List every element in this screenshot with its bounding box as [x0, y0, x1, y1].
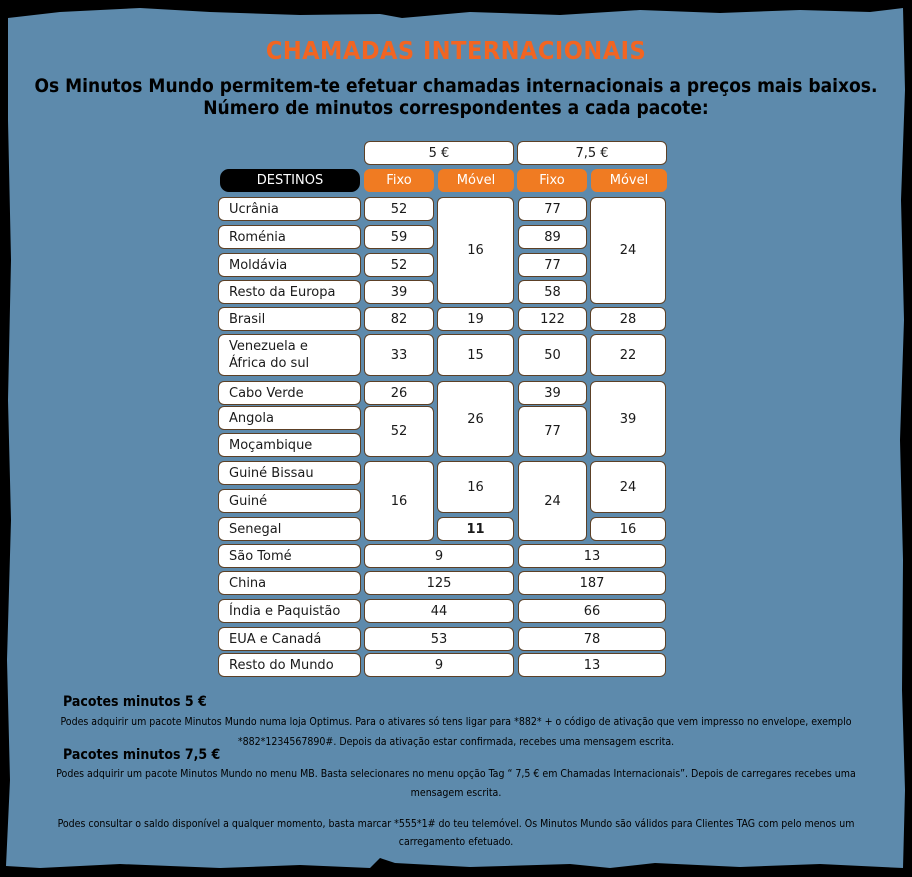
package-5-heading: Pacotes minutos 5 €: [63, 694, 207, 710]
value-cell: 13: [518, 653, 666, 677]
value-cell: 89: [518, 225, 587, 249]
value-cell: 59: [364, 225, 434, 249]
package-5-header: 5 €: [364, 141, 514, 165]
destination-romenia: Roménia: [218, 225, 361, 249]
value-cell: 28: [590, 307, 666, 331]
package-7-5-header: 7,5 €: [517, 141, 667, 165]
value-cell: 24: [518, 461, 587, 541]
value-cell: 9: [364, 653, 514, 677]
destination-angola: Angola: [218, 406, 361, 430]
value-cell: 26: [437, 381, 514, 457]
package-7-5-text-line1: Podes adquirir um pacote Minutos Mundo no menu MB. Basta selecionares no menu opção Tag “ 7,5 € em Chamadas Internacionais”. Depois de carregares recebes uma: [56, 768, 856, 780]
destination-resto-mundo: Resto do Mundo: [218, 653, 361, 677]
balance-info-line1: Podes consultar o saldo disponível a qualquer momento, basta marcar *555*1# do teu telemóvel. Os Minutos Mundo são válidos para Clientes TAG com pelo menos um: [57, 818, 855, 830]
value-cell: 53: [364, 627, 514, 651]
value-cell: 66: [518, 599, 666, 623]
value-cell: 33: [364, 334, 434, 376]
value-cell: 44: [364, 599, 514, 623]
destination-venezuela-africa-sul: Venezuela e África do sul: [218, 334, 361, 376]
destination-guine-bissau: Guiné Bissau: [218, 461, 361, 485]
value-cell: 58: [518, 280, 587, 304]
value-cell: 24: [590, 197, 666, 304]
value-cell: 52: [364, 197, 434, 221]
destination-brasil: Brasil: [218, 307, 361, 331]
value-cell: 77: [518, 406, 587, 457]
value-cell: 11: [437, 517, 514, 541]
destination-moldavia: Moldávia: [218, 253, 361, 277]
destination-senegal: Senegal: [218, 517, 361, 541]
destination-mocambique: Moçambique: [218, 433, 361, 457]
destination-guine: Guiné: [218, 489, 361, 513]
destination-china: China: [218, 571, 361, 595]
fixo-header-a: Fixo: [364, 169, 434, 192]
movel-header-b: Móvel: [591, 169, 667, 192]
fixo-header-b: Fixo: [517, 169, 587, 192]
value-cell: 187: [518, 571, 666, 595]
value-cell: 15: [437, 334, 514, 376]
destination-eua-canada: EUA e Canadá: [218, 627, 361, 651]
movel-header-a: Móvel: [438, 169, 514, 192]
value-cell: 50: [518, 334, 587, 376]
value-cell: 16: [437, 197, 514, 304]
value-cell: 52: [364, 406, 434, 457]
value-cell: 52: [364, 253, 434, 277]
value-cell: 22: [590, 334, 666, 376]
value-cell: 16: [590, 517, 666, 541]
package-7-5-heading: Pacotes minutos 7,5 €: [63, 747, 221, 763]
value-cell: 122: [518, 307, 587, 331]
value-cell: 125: [364, 571, 514, 595]
balance-info-line2: carregamento efetuado.: [398, 836, 514, 848]
page-subtitle: Os Minutos Mundo permitem-te efetuar chamadas internacionais a preços mais baixos.: [34, 75, 878, 97]
package-5-text-line1: Podes adquirir um pacote Minutos Mundo numa loja Optimus. Para o ativares só tens ligar para *882* + o código de ativação que vem impresso no envelope, exemplo: [60, 716, 852, 728]
destinations-header: DESTINOS: [220, 169, 360, 192]
destination-sao-tome: São Tomé: [218, 544, 361, 568]
value-cell: 16: [437, 461, 514, 513]
destination-india-paquistao: Índia e Paquistão: [218, 599, 361, 623]
page-title: CHAMADAS INTERNACIONAIS: [265, 36, 647, 65]
value-cell: 39: [518, 381, 587, 405]
value-cell: 39: [590, 381, 666, 457]
package-5-text-line2: *882*1234567890#. Depois da ativação estar confirmada, recebes uma mensagem escrita.: [237, 736, 675, 748]
value-cell: 13: [518, 544, 666, 568]
destination-ucrania: Ucrânia: [218, 197, 361, 221]
value-cell: 19: [437, 307, 514, 331]
value-cell: 26: [364, 381, 434, 405]
value-cell: 24: [590, 461, 666, 513]
value-cell: 78: [518, 627, 666, 651]
destination-resto-europa: Resto da Europa: [218, 280, 361, 304]
package-7-5-text-line2: mensagem escrita.: [410, 787, 502, 799]
value-cell: 77: [518, 253, 587, 277]
table-intro: Número de minutos correspondentes a cada pacote:: [203, 97, 709, 119]
value-cell: 82: [364, 307, 434, 331]
value-cell: 16: [364, 461, 434, 541]
destination-cabo-verde: Cabo Verde: [218, 381, 361, 405]
value-cell: 9: [364, 544, 514, 568]
value-cell: 77: [518, 197, 587, 221]
value-cell: 39: [364, 280, 434, 304]
